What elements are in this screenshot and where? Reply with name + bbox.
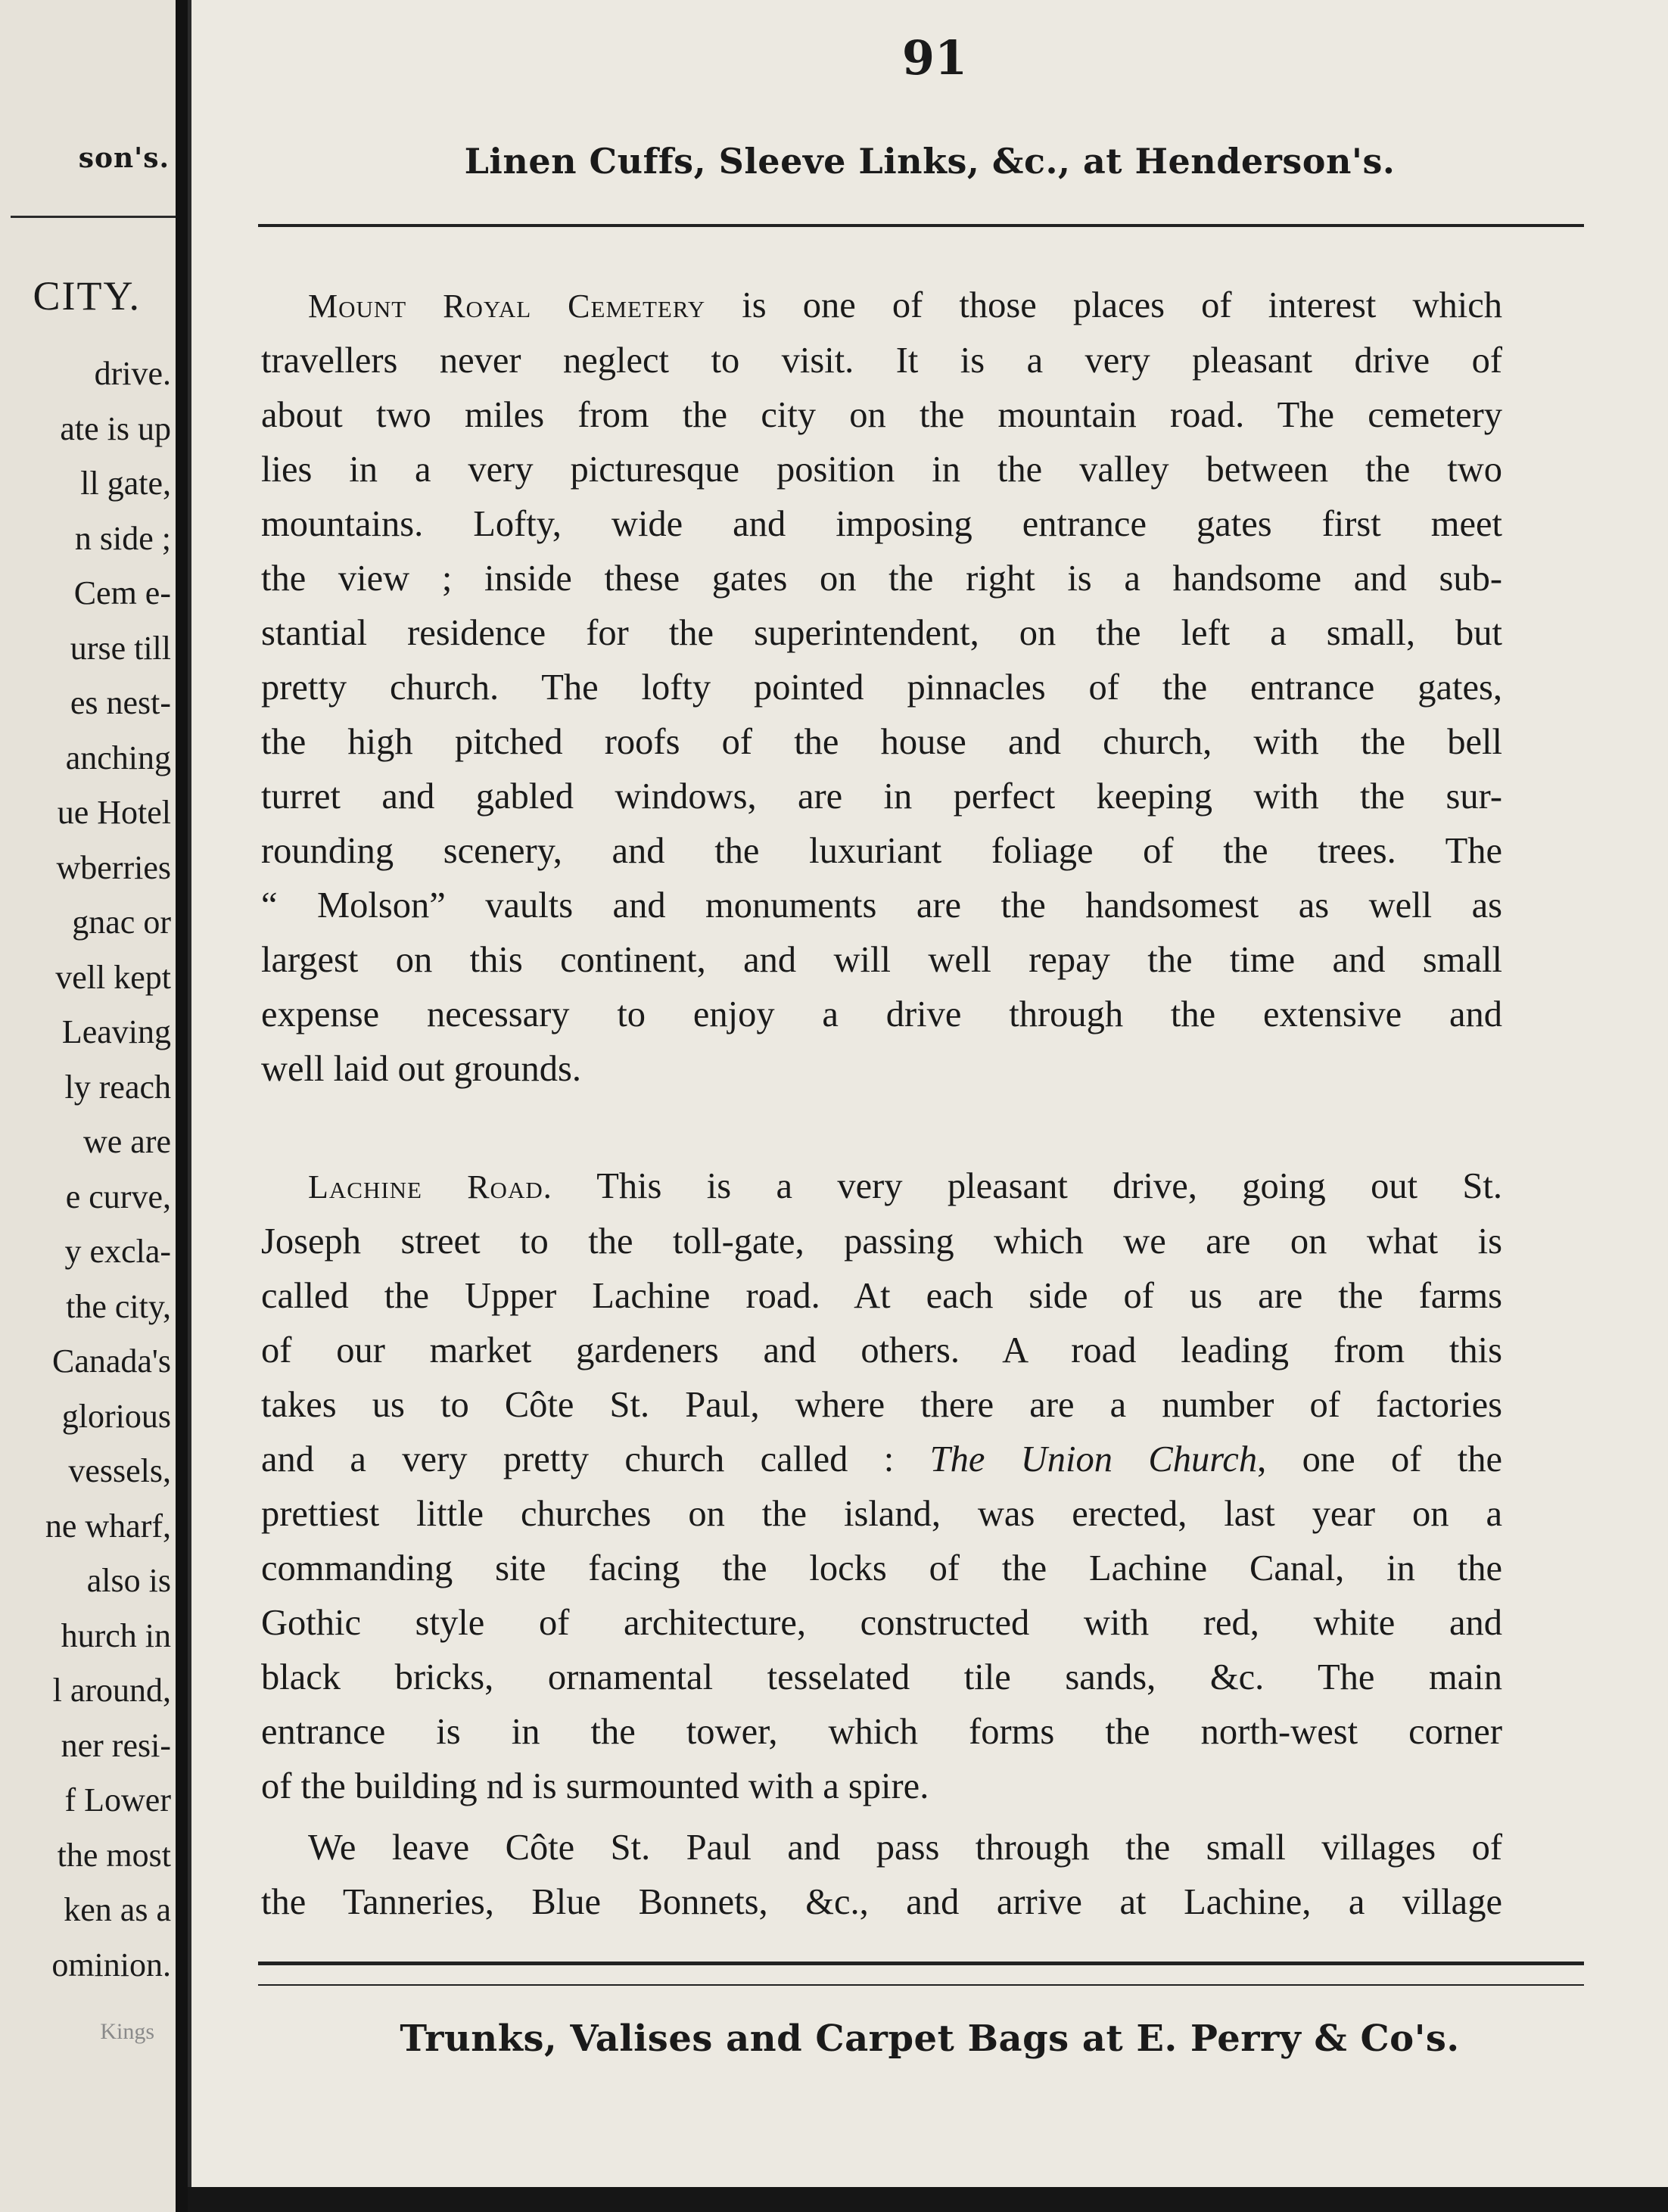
paragraph-line: the high pitched roofs of the house and church, with the bell [261, 722, 1502, 762]
page-gutter [176, 0, 188, 2212]
paragraph-line: called the Upper Lachine road. At each side of us are the farms [261, 1276, 1502, 1316]
left-page-line: also is [86, 1562, 171, 1599]
line-text: This is a very pleasant drive, going out St. [552, 1166, 1503, 1206]
left-page-line: ne wharf, [45, 1507, 171, 1545]
left-page-line: the city, [66, 1287, 171, 1325]
paragraph-line [261, 278, 1502, 334]
paragraph-line: the view ; inside these gates on the right is a handsome and sub- [261, 558, 1502, 599]
left-page-line: anching [65, 739, 171, 776]
left-page-line: ken as a [64, 1891, 171, 1928]
section-lead: Mount Royal Cemetery [308, 288, 706, 325]
left-page-line: gnac or [72, 904, 171, 941]
left-page-line: ate is up [60, 409, 171, 447]
left-page-line: es nest- [70, 684, 171, 721]
paragraph-line: commanding site facing the locks of the Lachine Canal, in the [261, 1548, 1502, 1588]
paragraph-line: Gothic style of architecture, constructed with red, white and [261, 1603, 1502, 1643]
left-page-line: hurch in [61, 1616, 171, 1654]
paragraph-line: rounding scenery, and the luxuriant foliage of the trees. The [261, 831, 1502, 871]
line-text: and a very pretty church called : [261, 1439, 930, 1479]
left-page-line: ll gate, [80, 465, 171, 502]
left-page-line: vell kept [55, 958, 171, 996]
paragraph-line [261, 1159, 1502, 1215]
paragraph-line: lies in a very picturesque position in the valley between the two [261, 450, 1502, 490]
left-page-heading: CITY. [33, 273, 141, 319]
left-page-fragment [0, 0, 176, 2212]
paragraph-line: turret and gabled windows, are in perfect keeping with the sur- [261, 776, 1502, 817]
paragraph-line: expense necessary to enjoy a drive through the extensive and [261, 994, 1502, 1034]
left-page-line: n side ; [74, 519, 171, 557]
paragraph-mount-royal-cemetery [261, 278, 1502, 1097]
paragraph-line: takes us to Côte St. Paul, where there are a number of factories [261, 1385, 1502, 1425]
paragraph-line: mountains. Lofty, wide and imposing entrance gates first meet [261, 504, 1502, 544]
paragraph-line: black bricks, ornamental tesselated tile sands, &c. The main [261, 1657, 1502, 1697]
left-page-line: urse till [70, 629, 171, 667]
paragraph-line: “ Molson” vaults and monuments are the handsomest as well as [261, 885, 1502, 926]
left-page-line: vessels, [68, 1452, 171, 1489]
paragraph-line: largest on this continent, and will well repay the time and small [261, 940, 1502, 980]
footer-rule-thin [258, 1984, 1584, 1986]
paragraph-line: We leave Côte St. Paul and pass through the small villages of [308, 1828, 1502, 1868]
left-page-line: l around, [52, 1672, 171, 1709]
paragraph-line: the Tanneries, Blue Bonnets, &c., and arrive at Lachine, a village [261, 1882, 1502, 1922]
page-number: 91 [901, 30, 968, 86]
paragraph-line: of the building nd is surmounted with a spire. [261, 1766, 929, 1806]
left-page-text [0, 347, 171, 1993]
paragraph-line: about two miles from the city on the mountain road. The cemetery [261, 395, 1502, 435]
line-text: , one of the [1257, 1439, 1502, 1479]
left-page-line: we are [82, 1123, 171, 1160]
section-lead: Lachine Road. [308, 1168, 552, 1206]
scan-bottom-edge [188, 2187, 1668, 2212]
left-page-line: drive. [94, 355, 171, 392]
paragraph-line: well laid out grounds. [261, 1049, 581, 1089]
left-page-line: wberries [56, 848, 171, 886]
church-name: The Union Church [929, 1439, 1258, 1479]
paragraph-line: of our market gardeners and others. A road leading from this [261, 1330, 1502, 1370]
left-page-line: ner resi- [61, 1726, 171, 1764]
left-page-line: e curve, [65, 1178, 171, 1215]
left-page-line: Canada's [52, 1342, 171, 1380]
paragraph-line: travellers never neglect to visit. It is a very pleasant drive of [261, 341, 1502, 381]
paragraph-lachine-road [261, 1159, 1502, 1814]
paragraph-line: stantial residence for the superintendent, on the left a small, but [261, 613, 1502, 653]
running-head-ad: Linen Cuffs, Sleeve Links, &c., at Henderson's. [464, 141, 1396, 182]
line-text: is one of those places of interest which [705, 285, 1502, 325]
paragraph-line: Joseph street to the toll-gate, passing which we are on what is [261, 1221, 1502, 1262]
footer-ad: Trunks, Valises and Carpet Bags at E. Perry & Co's. [400, 2018, 1460, 2060]
left-page-line: Cem e- [73, 574, 171, 611]
left-page-running-head: son's. [78, 142, 170, 174]
left-page-line: Leaving [61, 1013, 171, 1050]
paragraph-line: pretty church. The lofty pointed pinnacles of the entrance gates, [261, 667, 1502, 708]
paragraph-cote-st-paul [261, 1821, 1502, 1930]
left-page-line: the most [57, 1836, 171, 1874]
header-rule [258, 224, 1584, 227]
main-page [191, 0, 1668, 2212]
left-page-line: y excla- [64, 1233, 171, 1270]
left-page-line: ue Hotel [57, 794, 171, 831]
left-page-rule [11, 216, 176, 218]
paragraph-line [261, 1433, 1502, 1487]
left-page-footer: Kings [100, 2019, 154, 2044]
left-page-line: glorious [61, 1397, 171, 1435]
left-page-line: ly reach [64, 1068, 171, 1106]
left-page-line: f Lower [64, 1781, 171, 1818]
footer-rule-thick [258, 1962, 1584, 1965]
paragraph-line: entrance is in the tower, which forms the north-west corner [261, 1712, 1502, 1752]
left-page-line: ominion. [51, 1946, 171, 1983]
paragraph-line: prettiest little churches on the island, was erected, last year on a [261, 1494, 1502, 1534]
